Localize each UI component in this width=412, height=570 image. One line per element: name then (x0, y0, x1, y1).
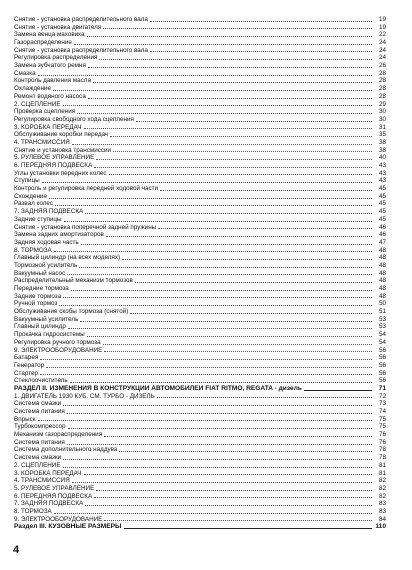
toc-entry (14, 447, 386, 455)
toc-entry (14, 324, 386, 332)
toc-entry-page: 45 (378, 192, 386, 200)
dot-leader (150, 50, 372, 52)
toc-entry-page: 40 (378, 154, 386, 162)
toc-entry-page: 31 (378, 123, 386, 131)
toc-entry-page: 43 (378, 162, 386, 170)
toc-entry (14, 70, 386, 78)
toc-entry (14, 377, 386, 385)
toc-entry-page: 56 (378, 369, 386, 377)
toc-entry-title: 2. СЦЕПЛЕНИЕ (14, 100, 61, 108)
toc-entry (14, 493, 386, 501)
toc-entry-page: 46 (378, 223, 386, 231)
toc-entry-title: 8. ТОРМОЗА (14, 246, 52, 254)
toc-entry-page: 35 (378, 131, 386, 139)
toc-entry (14, 270, 386, 278)
toc-entry-page: 29 (378, 100, 386, 108)
toc-entry-title: 7. ЗАДНЯЯ ПОДВЕСКА (14, 208, 84, 216)
toc-entry-page: 48 (378, 254, 386, 262)
toc-entry-title: 4. ТРАНСМИССИЯ (14, 138, 70, 146)
dot-leader (77, 112, 372, 114)
toc-entry-title: Система питания (14, 438, 65, 446)
toc-entry-page: 51 (378, 308, 386, 316)
toc-entry-title: Главный цилиндр (на всех моделях) (14, 254, 121, 262)
toc-entry (14, 208, 386, 216)
toc-entry (14, 139, 386, 147)
toc-entry (14, 193, 386, 201)
toc-entry-title: Охлаждение (14, 85, 52, 93)
toc-entry-page: 53 (378, 323, 386, 331)
toc-entry-page: 45 (378, 208, 386, 216)
dot-leader (94, 496, 372, 498)
dot-leader (68, 427, 372, 429)
dot-leader (67, 273, 372, 275)
toc-entry-page: 82 (378, 484, 386, 492)
toc-entry-page: 73 (378, 400, 386, 408)
toc-entry-page: 75 (378, 423, 386, 431)
toc-entry-title: Снятие - установка поперечной задней пружины (14, 223, 157, 231)
dot-leader (67, 412, 372, 414)
toc-entry-title: 6. ПЕРЕДНЯЯ ПОДВЕСКА (14, 162, 93, 170)
toc-entry (14, 78, 386, 86)
toc-entry (14, 347, 386, 355)
toc-entry-page: 72 (378, 392, 386, 400)
toc-entry (14, 216, 386, 224)
toc-entry-title: Стартер (14, 369, 39, 377)
toc-entry-page: 78 (378, 454, 386, 462)
dot-leader (85, 504, 372, 506)
toc-entry-title: Развал колес (14, 200, 54, 208)
dot-leader (63, 404, 372, 406)
dot-leader (160, 189, 372, 191)
toc-entry-title: Проверка сцепления (14, 108, 76, 116)
toc-entry-title: 2. СЦЕПЛЕНИЕ (14, 461, 61, 469)
toc-entry-page: 74 (378, 408, 386, 416)
toc-entry-page: 46 (378, 231, 386, 239)
toc-entry-title: Вакуумный насос (14, 269, 66, 277)
toc-entry-title: Газораспределение (14, 39, 72, 47)
toc-entry-title: Замена задних амортизаторов (14, 231, 104, 239)
toc-entry-title: Контроль давления масла (14, 77, 91, 85)
toc-entry-page: 28 (378, 69, 386, 77)
toc-entry-title: Стеклоочиститель (14, 377, 68, 385)
toc-entry (14, 162, 386, 170)
toc-entry-page: 43 (378, 169, 386, 177)
toc-entry-page: 54 (378, 338, 386, 346)
dot-leader (113, 150, 372, 152)
toc-entry-title: Генератор (14, 361, 45, 369)
toc-entry-page: 48 (378, 285, 386, 293)
dot-leader (54, 512, 372, 514)
toc-entry-page: 81 (378, 461, 386, 469)
dot-leader (38, 419, 372, 421)
toc-entry (14, 16, 386, 24)
toc-entry (14, 516, 386, 524)
toc-entry-page: 71 (378, 384, 386, 392)
toc-entry-page: 48 (378, 292, 386, 300)
toc-entry (14, 354, 386, 362)
toc-entry-title: 8. ТОРМОЗА (14, 507, 52, 515)
dot-leader (135, 281, 372, 283)
toc-entry-page: 38 (378, 146, 386, 154)
dot-leader (53, 89, 372, 91)
toc-entry (14, 462, 386, 470)
toc-entry-page: 47 (378, 238, 386, 246)
dot-leader (96, 489, 372, 491)
dot-leader (64, 220, 372, 222)
toc-entry-title: 6. ПЕРЕДНЯЯ ПОДВЕСКА (14, 492, 93, 500)
toc-entry-title: Передние тормоза (14, 285, 69, 293)
dot-leader (96, 158, 372, 160)
toc-entry (14, 477, 386, 485)
toc-entry (14, 293, 386, 301)
toc-entry (14, 308, 386, 316)
toc-entry-page: 83 (378, 507, 386, 515)
dot-leader (42, 181, 372, 183)
toc-entry (14, 423, 386, 431)
dot-leader (81, 243, 372, 245)
toc-entry (14, 47, 386, 55)
toc-entry (14, 131, 386, 139)
toc-entry-title: 9. ЭЛЕКТРООБОРУДОВАНИЕ (14, 346, 103, 354)
toc-entry-page: 19 (378, 23, 386, 31)
dot-leader (87, 35, 372, 37)
toc-entry (14, 370, 386, 378)
dot-leader (63, 458, 372, 460)
dot-leader (80, 320, 372, 322)
dot-leader (158, 227, 372, 229)
dot-leader (59, 304, 372, 306)
table-of-contents (14, 16, 386, 531)
toc-entry (14, 31, 386, 39)
toc-entry (14, 62, 386, 70)
toc-entry-title: Снятие - установка двигателя (14, 23, 102, 31)
toc-entry (14, 85, 386, 93)
dot-leader (63, 296, 372, 298)
toc-entry-page: 24 (378, 54, 386, 62)
toc-entry-page: 78 (378, 446, 386, 454)
toc-entry-title: Обслуживание коробки передач (14, 131, 109, 139)
toc-entry (14, 508, 386, 516)
dot-leader (136, 120, 372, 122)
toc-entry-page: 22 (378, 31, 386, 39)
dot-leader (157, 396, 372, 398)
dot-leader (46, 366, 372, 368)
toc-entry-page: 45 (378, 215, 386, 223)
dot-leader (93, 81, 372, 83)
toc-entry-page: 19 (378, 15, 386, 23)
toc-entry (14, 316, 386, 324)
toc-entry-page: 76 (378, 431, 386, 439)
toc-entry-title: Турбокомпрессор (14, 423, 66, 431)
toc-entry-page: 28 (378, 92, 386, 100)
toc-entry-title: Механизм газораспределения (14, 431, 103, 439)
toc-entry (14, 277, 386, 285)
toc-entry (14, 224, 386, 232)
toc-entry-title: РАЗДЕЛ II. ИЗМЕНЕНИЯ В КОНСТРУКЦИИ АВТОМОБИЛЕЙ FIAT RITMO, REGATA - дизель (14, 384, 302, 392)
toc-entry-title: Впрыск (14, 415, 36, 423)
toc-entry-page: 43 (378, 177, 386, 185)
toc-entry-page: 28 (378, 77, 386, 85)
toc-entry-page: 45 (378, 200, 386, 208)
toc-entry (14, 39, 386, 47)
toc-entry-page: 48 (378, 277, 386, 285)
toc-entry-title: Ступицы (14, 177, 40, 185)
toc-entry (14, 24, 386, 32)
toc-entry-title: Ремонт водяного насоса (14, 92, 86, 100)
toc-entry (14, 416, 386, 424)
toc-entry-title: Регулировка свободного хода сцепления (14, 115, 134, 123)
toc-entry-title: Система питания (14, 408, 65, 416)
toc-entry-page: 38 (378, 138, 386, 146)
toc-entry-page: 53 (378, 315, 386, 323)
toc-entry (14, 101, 386, 109)
toc-entry-title: Контроль и регулировка передней ходовой части (14, 185, 159, 193)
toc-entry (14, 154, 386, 162)
toc-entry (14, 400, 386, 408)
toc-entry-title: 4. ТРАНСМИССИЯ (14, 477, 70, 485)
dot-leader (84, 473, 372, 475)
toc-entry-page: 24 (378, 39, 386, 47)
toc-entry-title: Батарея (14, 354, 39, 362)
toc-entry-title: 7. ЗАДНЯЯ ПОДВЕСКА (14, 500, 84, 508)
dot-leader (106, 235, 372, 237)
toc-entry-title: Система смазки (14, 400, 62, 408)
toc-entry (14, 247, 386, 255)
toc-entry (14, 385, 386, 393)
toc-entry-page: 26 (378, 62, 386, 70)
toc-entry (14, 254, 386, 262)
toc-entry-title: 1. ДВИГАТЕЛЬ 1930 КУБ. СМ. ТУРБО - ДИЗЕЛЬ (14, 392, 155, 400)
toc-entry-page: 54 (378, 331, 386, 339)
dot-leader (54, 250, 372, 252)
toc-entry-page: 81 (378, 469, 386, 477)
dot-leader (99, 58, 372, 60)
toc-entry-page: 75 (378, 415, 386, 423)
dot-leader (104, 350, 372, 352)
toc-entry-page: 56 (378, 361, 386, 369)
toc-entry (14, 185, 386, 193)
toc-entry-title: Задние тормоза (14, 292, 62, 300)
toc-entry (14, 116, 386, 124)
toc-entry-page: 30 (378, 108, 386, 116)
dot-leader (122, 258, 372, 260)
dot-leader (74, 43, 372, 45)
dot-leader (119, 450, 372, 452)
dot-leader (88, 66, 372, 68)
toc-entry (14, 54, 386, 62)
toc-entry-title: Смазка (14, 69, 36, 77)
toc-entry (14, 339, 386, 347)
toc-entry-page: 48 (378, 261, 386, 269)
page-number: 4 (13, 544, 20, 556)
toc-entry-page: 82 (378, 492, 386, 500)
toc-entry (14, 285, 386, 293)
dot-leader (103, 343, 372, 345)
dot-leader (109, 173, 372, 175)
toc-entry-page: 48 (378, 269, 386, 277)
toc-entry-title: Регулировка распределения (14, 54, 98, 62)
toc-entry-title: 5. РУЛЕВОЕ УПРАВЛЕНИЕ (14, 154, 95, 162)
toc-entry (14, 500, 386, 508)
toc-entry (14, 147, 386, 155)
toc-entry (14, 362, 386, 370)
toc-entry-title: 3. КОРОБКА ПЕРЕДАЧ (14, 469, 82, 477)
toc-entry-title: Схождение (14, 192, 47, 200)
toc-entry-title: 9. ЭЛЕКТРООБОРУДОВАНИЕ (14, 515, 103, 523)
toc-entry-page: 84 (378, 515, 386, 523)
dot-leader (85, 212, 372, 214)
dot-leader (67, 443, 372, 445)
dot-leader (87, 335, 372, 337)
toc-entry (14, 231, 386, 239)
dot-leader (110, 135, 372, 137)
toc-entry (14, 201, 386, 209)
toc-entry-page: 28 (378, 85, 386, 93)
toc-entry-title: Задняя ходовая часть (14, 238, 79, 246)
toc-entry (14, 431, 386, 439)
toc-entry-page: 48 (378, 246, 386, 254)
dot-leader (63, 104, 372, 106)
dot-leader (104, 519, 372, 521)
toc-entry-title: 3. КОРОБКА ПЕРЕДАЧ (14, 123, 82, 131)
toc-entry-page: 30 (378, 115, 386, 123)
toc-entry-page: 76 (378, 438, 386, 446)
toc-entry-title: Вакуумный усилитель (14, 315, 79, 323)
toc-entry (14, 393, 386, 401)
dot-leader (55, 204, 372, 206)
toc-entry (14, 454, 386, 462)
dot-leader (103, 27, 372, 29)
toc-entry-title: Задние ступицы (14, 215, 62, 223)
toc-entry (14, 300, 386, 308)
dot-leader (49, 197, 372, 199)
toc-entry (14, 124, 386, 132)
toc-entry-title: Снятие и установка трансмиссии (14, 146, 112, 154)
toc-entry-title: Обслуживание скобы тормоза (снятой) (14, 308, 129, 316)
dot-leader (38, 74, 372, 76)
toc-entry (14, 408, 386, 416)
toc-entry-title: Система дополнительного наддува (14, 446, 118, 454)
toc-entry-title: Замена зубчатого ремня (14, 62, 86, 70)
dot-leader (130, 312, 372, 314)
dot-leader (40, 358, 372, 360)
toc-entry-title: Система смазки (14, 454, 62, 462)
toc-entry (14, 262, 386, 270)
dot-leader (79, 266, 372, 268)
toc-entry-title: Замена венца маховика (14, 31, 85, 39)
dot-leader (72, 481, 372, 483)
dot-leader (94, 166, 372, 168)
toc-entry-title: Распределительный механизм тормозов (14, 277, 133, 285)
toc-entry-page: 50 (378, 300, 386, 308)
dot-leader (72, 143, 372, 145)
toc-entry-title: Углы установки передних колес (14, 169, 107, 177)
dot-leader (104, 435, 372, 437)
dot-leader (304, 389, 372, 391)
dot-leader (124, 527, 373, 529)
dot-leader (70, 381, 372, 383)
toc-entry-page: 83 (378, 500, 386, 508)
dot-leader (71, 289, 372, 291)
dot-leader (40, 373, 372, 375)
toc-entry (14, 331, 386, 339)
toc-entry-title: Главный цилиндр (14, 323, 66, 331)
dot-leader (68, 327, 372, 329)
toc-entry-title: Снятие - установка распределительного вала (14, 15, 148, 23)
toc-entry (14, 439, 386, 447)
toc-entry-title: Снятие - установка распределительного вала (14, 46, 148, 54)
toc-entry (14, 170, 386, 178)
toc-entry (14, 93, 386, 101)
toc-entry-title: 5. РУЛЕВОЕ УПРАВЛЕНИЕ (14, 484, 95, 492)
toc-entry-title: Тормозной усилитель (14, 261, 78, 269)
toc-entry-title: Прокачка гидросистемы (14, 331, 85, 339)
toc-entry-page: 82 (378, 477, 386, 485)
dot-leader (84, 127, 372, 129)
toc-entry (14, 108, 386, 116)
dot-leader (63, 466, 372, 468)
toc-entry (14, 523, 386, 531)
toc-entry (14, 239, 386, 247)
toc-entry (14, 470, 386, 478)
toc-entry-page: 56 (378, 346, 386, 354)
dot-leader (150, 20, 372, 22)
toc-entry-page: 56 (378, 377, 386, 385)
toc-entry-page: 110 (375, 523, 386, 531)
toc-entry-page: 24 (378, 46, 386, 54)
toc-entry-page: 45 (378, 185, 386, 193)
dot-leader (88, 97, 372, 99)
toc-entry-title: Ручной тормоз (14, 300, 58, 308)
toc-entry-title: Раздел III. КУЗОВНЫЕ РАЗМЕРЫ (14, 523, 122, 531)
toc-entry (14, 485, 386, 493)
toc-entry-title: Регулировка ручного тормоза (14, 338, 101, 346)
toc-entry-page: 56 (378, 354, 386, 362)
toc-entry (14, 177, 386, 185)
